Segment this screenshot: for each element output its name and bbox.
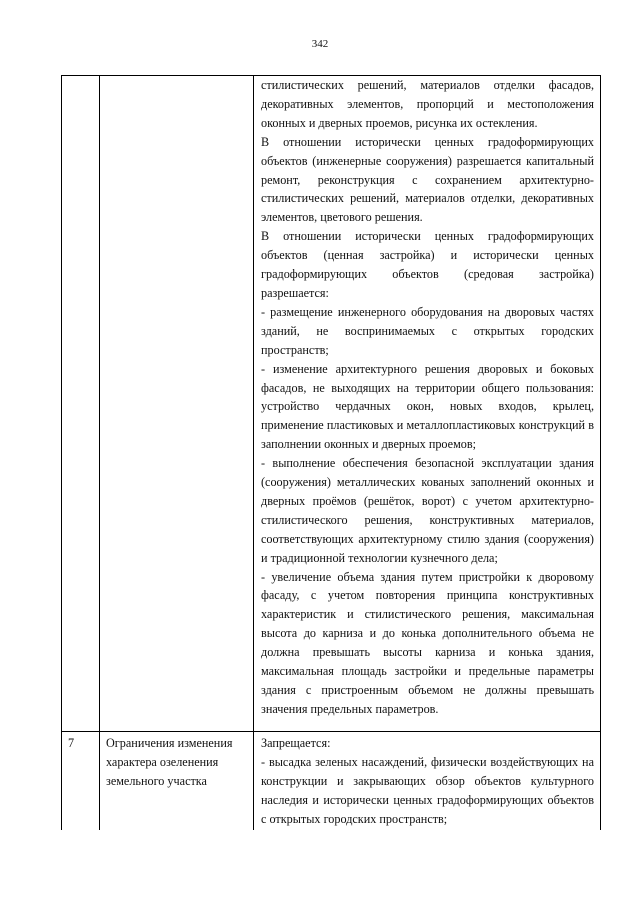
row-title: Ограничения изменения характера озеленения земельного участка bbox=[106, 736, 233, 788]
row7-requirements bbox=[261, 734, 594, 829]
paragraph-valuable-development: В отношении исторически ценных градоформирующих объектов (ценная застройка) и исторически ценных градоформирующих объектов (средовая застройка) разрешается: bbox=[261, 229, 594, 300]
paragraph-engineering-structures: В отношении исторически ценных градоформирующих объектов (инженерные сооружения) разрешается капитальный ремонт, реконструкция с сохранением архитектурно-стилистических решений, материалов отделки, декоративных элементов, цветового решения. bbox=[261, 134, 594, 225]
paragraph-continued: стилистических решений, материалов отделки фасадов, декоративных элементов, пропорций и местоположения оконных и дверных проемов, рисунка их остекления. bbox=[261, 78, 594, 130]
table-border-left bbox=[61, 75, 62, 830]
continued-row-requirements bbox=[261, 76, 594, 719]
regulations-table bbox=[61, 75, 601, 830]
paragraph-prohibited: Запрещается: bbox=[261, 736, 331, 750]
list-item: - выполнение обеспечения безопасной эксплуатации здания (сооружения) металлических кованых заполнений оконных и дверных проёмов (решёток, ворот) с учетом архитектурно-стилистического решения, конструктивных материалов, соответствующих архитектурному стилю здания (сооружения) и традиционной технологии кузнечного дела; bbox=[261, 456, 594, 565]
list-item: - изменение архитектурного решения дворовых и боковых фасадов, не выходящих на территории общего пользования: устройство чердачных окон, новых входов, крылец, применение пластиковых и металлопластиковых конструкций в заполнении оконных и дверных проемов; bbox=[261, 361, 594, 452]
list-item: - увеличение объема здания путем пристройки к дворовому фасаду, с учетом повторения принципа конструктивных характеристик и стилистического решения, максимальная высота до карниза и до конька дополнительного объема не должна превышать высоты карниза и конька здания, максимальная площадь застройки и предельные параметры здания с пристроенным объемом не должны превышать значения предельных параметров. bbox=[261, 569, 594, 716]
row-separator bbox=[61, 731, 601, 732]
list-item: - размещение инженерного оборудования на дворовых частях зданий, не воспринимаемых с открытых городских пространств; bbox=[261, 304, 594, 357]
table-border-col2 bbox=[253, 75, 254, 830]
page-number: 342 bbox=[311, 38, 329, 50]
table-border-col1 bbox=[99, 75, 100, 830]
table-border-right bbox=[600, 75, 601, 830]
list-item: - высадка зеленых насаждений, физически воздействующих на конструкции и закрывающих обзор объектов культурного наследия и исторически ценных градоформирующих объектов с открытых городских пространств; bbox=[261, 754, 594, 826]
row-number: 7 bbox=[68, 736, 75, 750]
